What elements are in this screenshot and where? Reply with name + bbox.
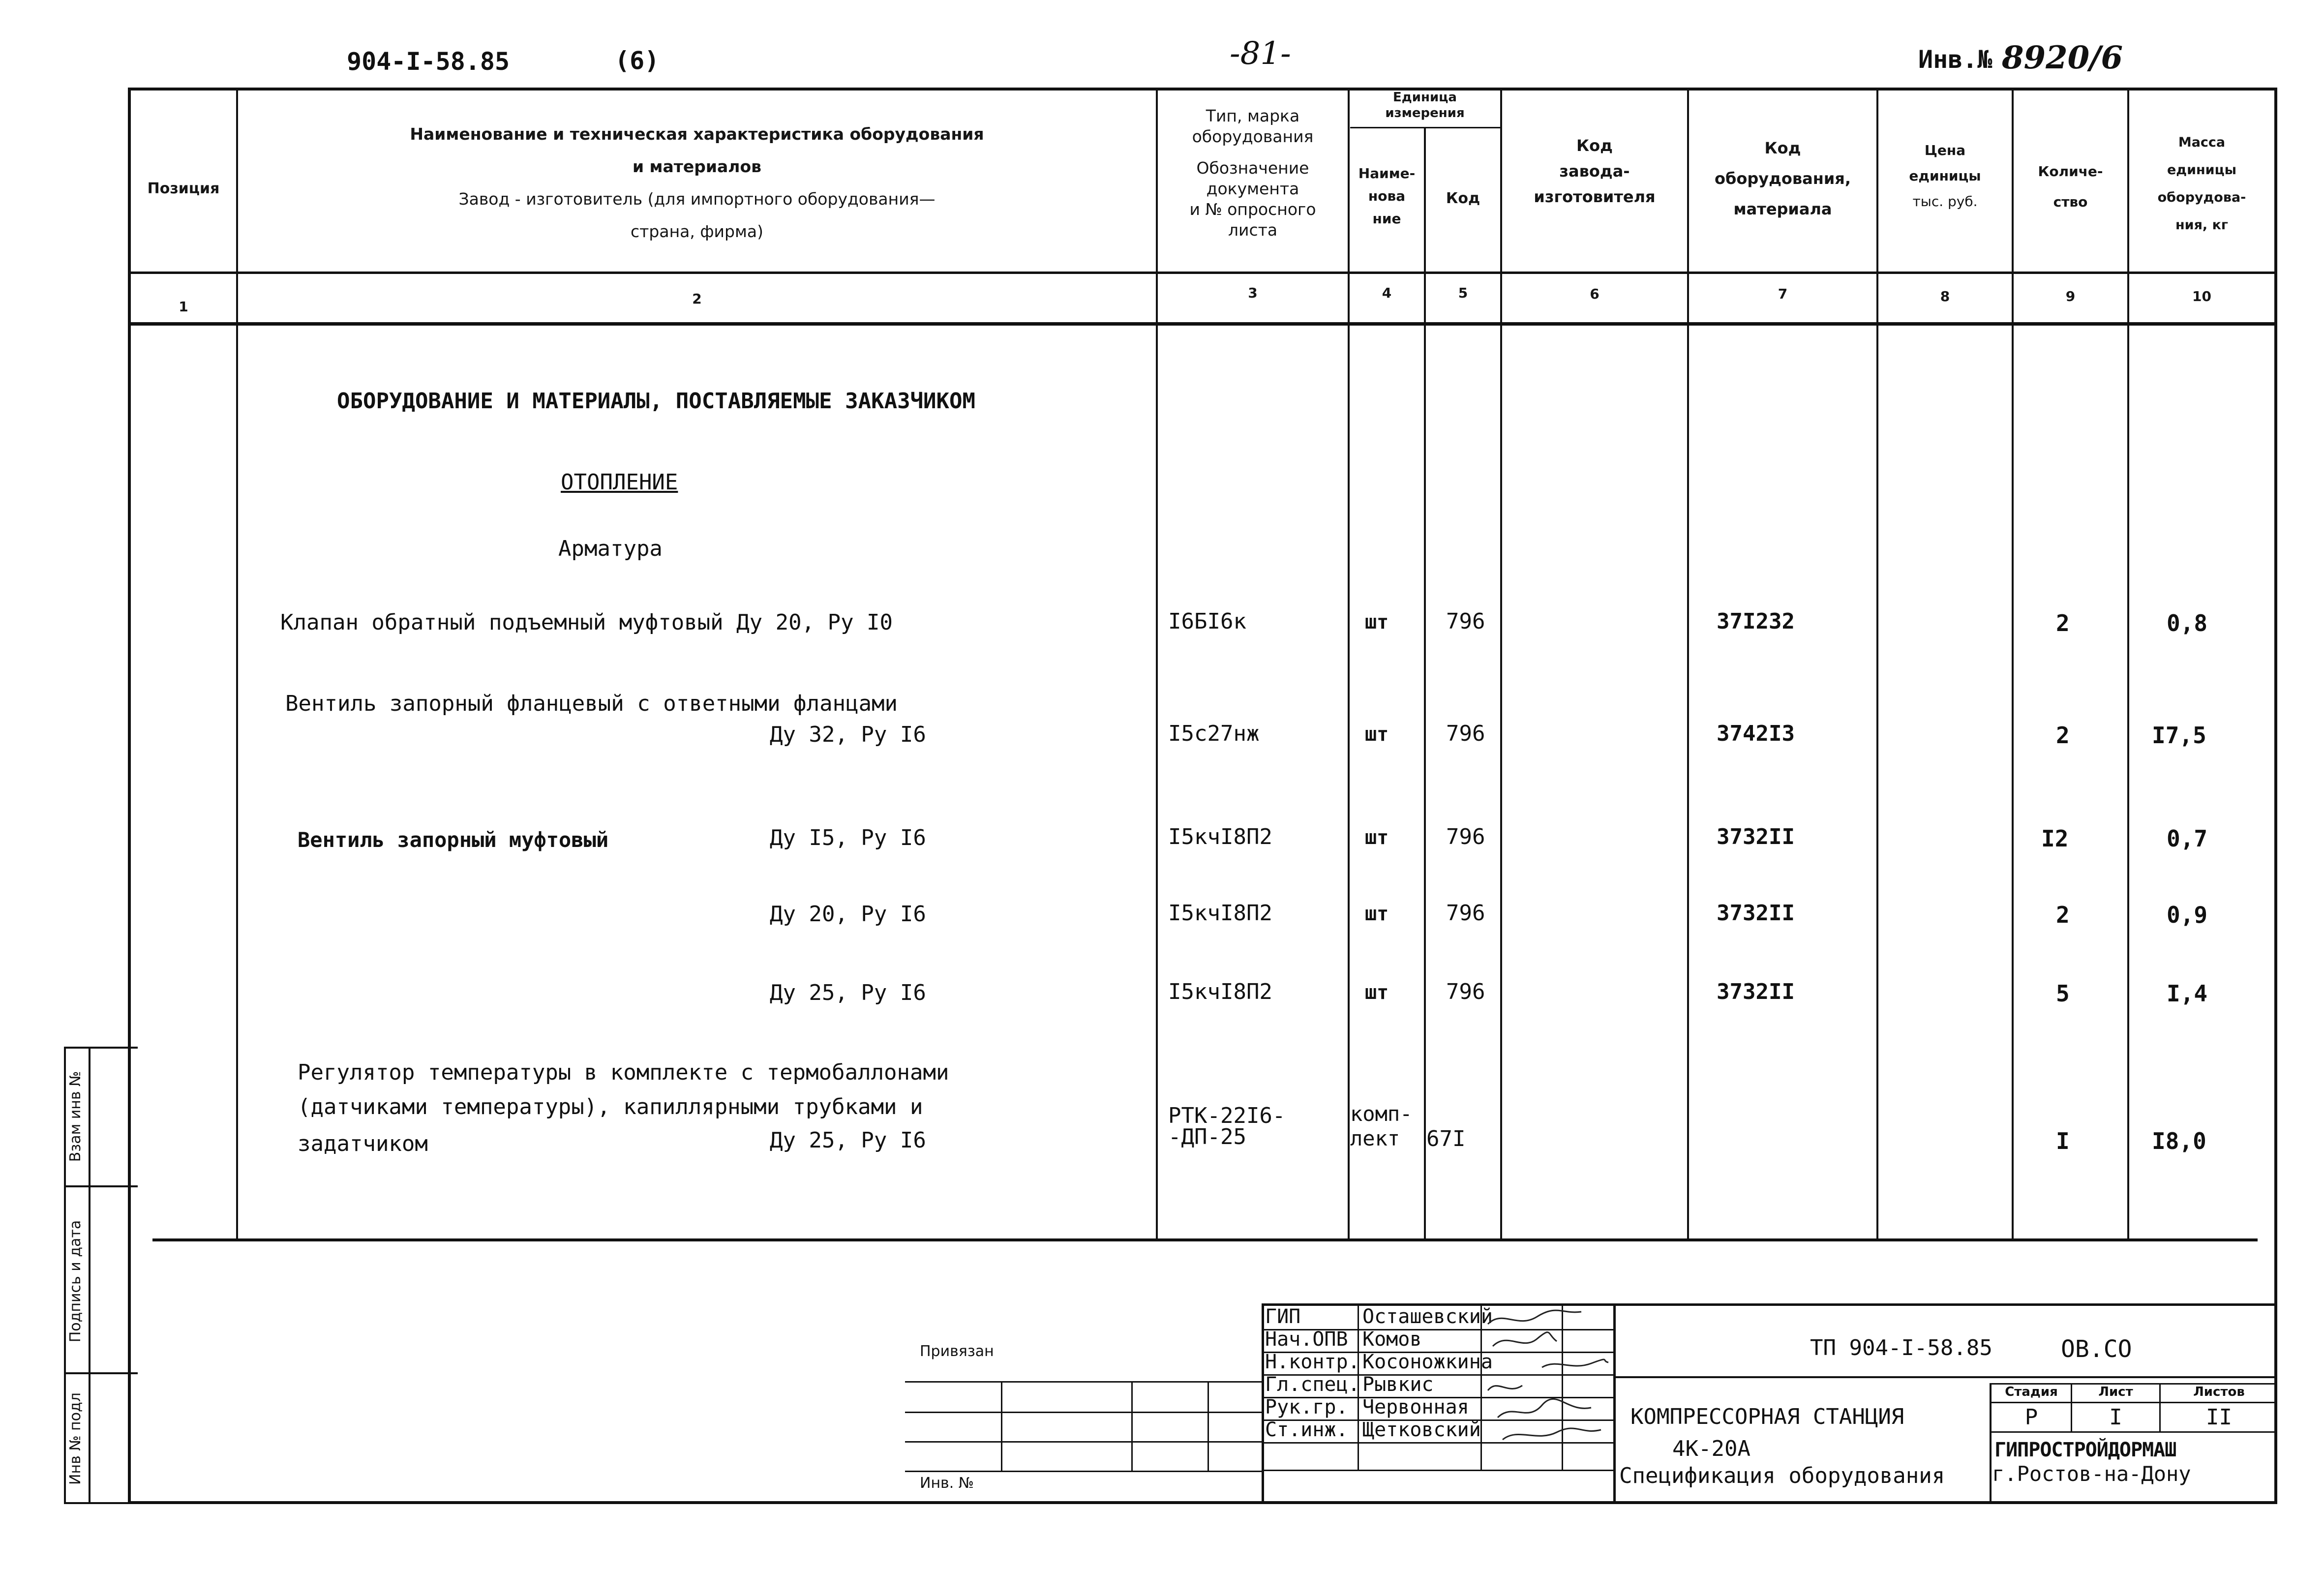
group-title: Арматура (558, 536, 663, 561)
col-5-header: Код (1446, 190, 1480, 207)
subsection-title: ОТОПЛЕНИЕ (561, 470, 678, 495)
col-4-header-line: Наиме- (1358, 165, 1416, 181)
col-10-header (2129, 129, 2274, 239)
col-number: 7 (1778, 286, 1788, 302)
col-3-header-line: оборудования (1192, 127, 1314, 146)
signer-role: Нач.ОПВ (1265, 1328, 1348, 1351)
signer-name: Щетковский (1362, 1418, 1481, 1441)
signer-name: Рывкис (1362, 1373, 1434, 1396)
col-8-header-line: Цена (1924, 142, 1966, 158)
col-3-header (1158, 106, 1348, 241)
col-8-header (1878, 138, 2012, 214)
sheet-label: Лист (2098, 1385, 2133, 1399)
col-10-header-line: ния, кг (2175, 217, 2228, 233)
col-3-header-line: листа (1228, 220, 1278, 240)
signer-name: Червонная (1362, 1396, 1469, 1418)
item-mass: I8,0 (2152, 1128, 2206, 1154)
item-type: I5кчI8П2 (1168, 824, 1272, 849)
col-number: 1 (179, 299, 188, 315)
item-mass: 0,9 (2167, 902, 2208, 928)
item-unit-code: 796 (1446, 979, 1485, 1004)
col-8-header-line: тыс. руб. (1912, 193, 1978, 210)
item-qty: 5 (2056, 980, 2070, 1007)
col-number: 6 (1590, 286, 1600, 302)
sheets-value: II (2206, 1405, 2232, 1430)
col-7-header (1689, 133, 1876, 224)
inv-no-label: Инв. № (920, 1475, 974, 1492)
item-unit: комп- (1350, 1102, 1413, 1126)
object-line-1: КОМПРЕССОРНАЯ СТАНЦИЯ (1630, 1404, 1904, 1429)
object-line-2: 4К-20А (1672, 1436, 1751, 1461)
signer-role: Ст.инж. (1265, 1418, 1348, 1441)
col-7-header-line: Код (1764, 139, 1801, 157)
item-unit: лект (1350, 1126, 1400, 1150)
item-name: Регулятор температуры в комплекте с термобаллонами (298, 1060, 949, 1085)
col-10-header-line: единицы (2167, 162, 2237, 178)
item-qty: 2 (2056, 722, 2070, 749)
col-number: 9 (2065, 288, 2076, 304)
col-2-header-line: Завод - изготовитель (для импортного оборудования— (458, 189, 936, 209)
col-10-header-line: оборудова- (2157, 190, 2246, 205)
col-6-header-line: Код (1576, 136, 1613, 155)
side-stamp-label: Подпись и дата (67, 1220, 84, 1343)
item-mass: 0,8 (2167, 610, 2208, 636)
sheets-label: Листов (2193, 1385, 2245, 1399)
item-mass: 0,7 (2167, 825, 2208, 852)
item-qty: I (2056, 1128, 2070, 1154)
item-dn: Ду 25, Ру I6 (770, 980, 926, 1005)
item-name: задатчиком (298, 1131, 428, 1156)
col-9-header-line: Количе- (2038, 163, 2103, 180)
doc-id: ТП 904-I-58.85 (1810, 1335, 1992, 1360)
col-9-header (2014, 156, 2127, 217)
item-unit-code: 796 (1446, 824, 1485, 849)
item-qty: 2 (2056, 610, 2070, 636)
doc-code: 904-I-58.85 (347, 47, 510, 76)
item-material-code: 3732II (1717, 979, 1795, 1004)
item-unit-code: 796 (1446, 901, 1485, 926)
signer-role: Гл.спец. (1265, 1373, 1360, 1396)
stage-value: Р (2024, 1405, 2038, 1430)
col-6-header (1502, 133, 1687, 210)
item-type: I5с27нж (1168, 721, 1260, 746)
item-material-code: 3742I3 (1717, 721, 1795, 746)
col-6-header-line: изготовителя (1534, 187, 1656, 206)
org-name: ГИПРОСТРОЙДОРМАШ (1994, 1439, 2176, 1461)
col-7-header-line: материала (1733, 200, 1832, 218)
col-6-header-line: завода- (1559, 162, 1630, 181)
col-4-header-line: ние (1372, 211, 1401, 227)
signer-name: Комов (1362, 1328, 1422, 1351)
side-stamp-label: Взам инв № (67, 1071, 84, 1162)
item-material-code: 3732II (1717, 824, 1795, 849)
item-dn: Ду 25, Ру I6 (770, 1128, 926, 1153)
signer-name: Косоножкина (1362, 1351, 1493, 1373)
col-1-header: Позиция (147, 180, 220, 197)
item-name: Клапан обратный подъемный муфтовый Ду 20, Ру I0 (280, 610, 893, 635)
item-type: -ДП-25 (1168, 1124, 1246, 1149)
col-number: 10 (2192, 288, 2211, 304)
bound-label: Привязан (920, 1343, 994, 1360)
item-type: I5кчI8П2 (1168, 979, 1272, 1004)
col-4-header-line: нова (1368, 188, 1406, 204)
col-4-5-header-line: Единица (1393, 90, 1457, 105)
item-name: Вентиль запорный фланцевый с ответными фланцами (285, 691, 898, 716)
signer-name: Осташевский (1362, 1305, 1493, 1328)
item-unit: шт (1365, 903, 1389, 925)
item-name: Вентиль запорный муфтовый (298, 828, 609, 852)
item-unit: шт (1365, 981, 1389, 1004)
col-3-header-line: документа (1206, 179, 1299, 198)
doc-mark: ОВ.СО (2061, 1335, 2132, 1363)
col-2-header-line: страна, фирма) (631, 222, 763, 241)
signatures-drawing (1483, 1304, 1611, 1447)
signer-role: Рук.гр. (1265, 1396, 1348, 1418)
page-in-paren: (6) (615, 46, 660, 75)
col-4-5-header (1350, 90, 1500, 121)
col-7-header-line: оборудования, (1715, 169, 1851, 188)
col-number: 4 (1382, 285, 1392, 301)
item-unit-code: 67I (1426, 1126, 1466, 1151)
sheet-value: I (2109, 1405, 2122, 1430)
item-qty: I2 (2041, 825, 2069, 852)
item-type: РТК-22I6- (1168, 1103, 1286, 1128)
col-number: 2 (692, 291, 702, 307)
item-unit: шт (1365, 826, 1389, 849)
col-number: 3 (1248, 285, 1258, 301)
item-name: (датчиками температуры), капиллярными трубками и (298, 1094, 923, 1119)
signer-role: Н.контр. (1265, 1351, 1360, 1373)
inv-value: 8920/6 (2002, 39, 2123, 76)
item-material-code: 3732II (1717, 901, 1795, 926)
col-4-5-header-line: измерения (1385, 106, 1465, 121)
col-2-header-line: и материалов (632, 157, 762, 176)
item-dn: Ду I5, Ру I6 (770, 825, 926, 850)
col-number: 8 (1940, 288, 1950, 304)
signer-role: ГИП (1265, 1305, 1301, 1328)
org-city: г.Ростов-на-Дону (1992, 1462, 2191, 1486)
col-3-header-line: Обозначение (1196, 158, 1309, 178)
col-4-header (1350, 162, 1424, 230)
item-type: I5кчI8П2 (1168, 901, 1272, 926)
item-qty: 2 (2056, 902, 2070, 928)
page-number: -81- (1230, 35, 1291, 72)
item-mass: I7,5 (2152, 722, 2206, 749)
inv-label: Инв.№ (1918, 45, 1992, 74)
item-dn: Ду 20, Ру I6 (770, 902, 926, 927)
col-8-header-line: единицы (1909, 168, 1981, 184)
item-material-code: 37I232 (1717, 609, 1795, 634)
item-mass: I,4 (2167, 980, 2208, 1007)
section-title: ОБОРУДОВАНИЕ И МАТЕРИАЛЫ, ПОСТАВЛЯЕМЫЕ ЗАКАЗЧИКОМ (337, 389, 976, 414)
item-unit-code: 796 (1446, 609, 1485, 634)
stage-label: Стадия (2005, 1385, 2058, 1399)
col-number: 5 (1458, 285, 1468, 301)
side-stamp-label: Инв № подл (67, 1392, 84, 1485)
object-line-3: Спецификация оборудования (1619, 1463, 1945, 1488)
col-9-header-line: ство (2053, 194, 2088, 210)
item-unit-code: 796 (1446, 721, 1485, 746)
col-2-header (238, 118, 1156, 248)
col-3-header-line: и № опросного (1189, 200, 1316, 219)
item-type: I6БI6к (1168, 609, 1246, 634)
col-10-header-line: Масса (2178, 135, 2226, 150)
item-unit: шт (1365, 723, 1389, 746)
item-unit: шт (1365, 611, 1389, 634)
col-3-header-line: Тип, марка (1206, 106, 1300, 125)
col-2-header-line: Наименование и техническая характеристика оборудования (410, 124, 984, 144)
item-dn: Ду 32, Ру I6 (770, 722, 926, 747)
